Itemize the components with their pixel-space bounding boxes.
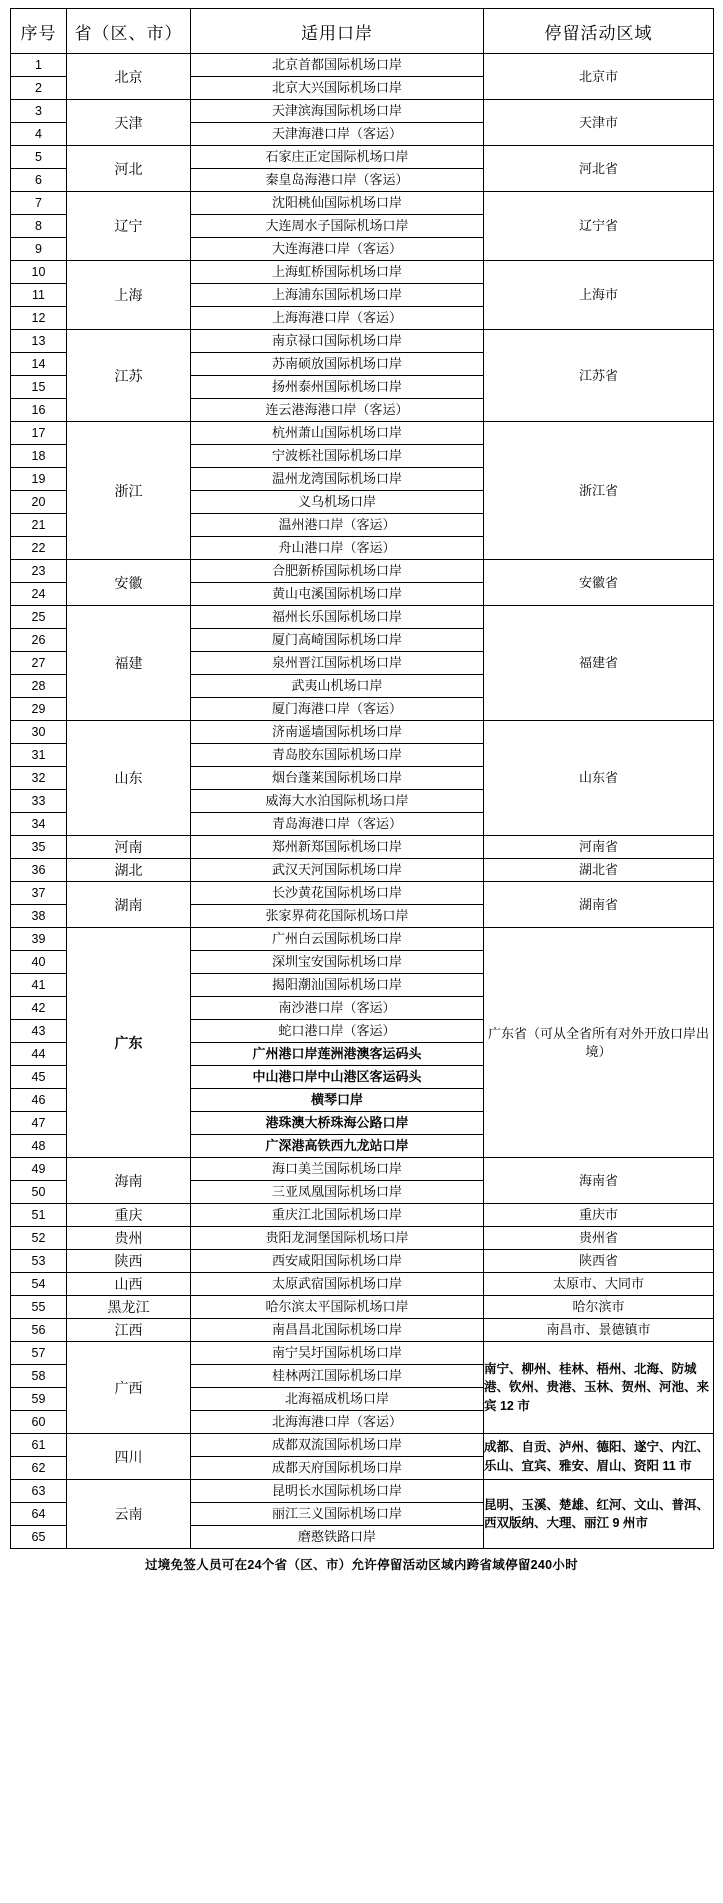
cell-area: 安徽省	[484, 560, 714, 606]
cell-port: 横琴口岸	[191, 1089, 484, 1112]
cell-port: 南宁吴圩国际机场口岸	[191, 1342, 484, 1365]
footnote: 过境免签人员可在24个省（区、市）允许停留活动区域内跨省域停留240小时	[144, 1558, 579, 1572]
cell-no: 24	[11, 583, 67, 606]
cell-port: 深圳宝安国际机场口岸	[191, 951, 484, 974]
cell-port: 丽江三义国际机场口岸	[191, 1503, 484, 1526]
cell-no: 23	[11, 560, 67, 583]
cell-province: 上海	[67, 261, 191, 330]
cell-port: 福州长乐国际机场口岸	[191, 606, 484, 629]
cell-no: 46	[11, 1089, 67, 1112]
cell-area: 辽宁省	[484, 192, 714, 261]
cell-area: 哈尔滨市	[484, 1296, 714, 1319]
cell-no: 51	[11, 1204, 67, 1227]
cell-port: 厦门高崎国际机场口岸	[191, 629, 484, 652]
cell-province: 山东	[67, 721, 191, 836]
table-row	[11, 192, 714, 215]
cell-no: 27	[11, 652, 67, 675]
cell-area: 上海市	[484, 261, 714, 330]
cell-no: 17	[11, 422, 67, 445]
cell-port: 厦门海港口岸（客运）	[191, 698, 484, 721]
cell-no: 49	[11, 1158, 67, 1181]
table-row	[11, 560, 714, 583]
cell-no: 18	[11, 445, 67, 468]
cell-no: 33	[11, 790, 67, 813]
cell-port: 温州港口岸（客运）	[191, 514, 484, 537]
cell-port: 苏南硕放国际机场口岸	[191, 353, 484, 376]
cell-no: 19	[11, 468, 67, 491]
cell-no: 45	[11, 1066, 67, 1089]
cell-port: 大连周水子国际机场口岸	[191, 215, 484, 238]
cell-no: 40	[11, 951, 67, 974]
cell-no: 52	[11, 1227, 67, 1250]
cell-no: 26	[11, 629, 67, 652]
cell-no: 39	[11, 928, 67, 951]
table-row	[11, 836, 714, 859]
cell-port: 上海浦东国际机场口岸	[191, 284, 484, 307]
cell-no: 42	[11, 997, 67, 1020]
cell-port: 北京首都国际机场口岸	[191, 54, 484, 77]
cell-province: 天津	[67, 100, 191, 146]
cell-province: 辽宁	[67, 192, 191, 261]
header-cell-area: 停留活动区域	[484, 9, 714, 54]
cell-no: 53	[11, 1250, 67, 1273]
cell-no: 64	[11, 1503, 67, 1526]
table-row	[11, 606, 714, 629]
cell-port: 宁波栎社国际机场口岸	[191, 445, 484, 468]
cell-port: 秦皇岛海港口岸（客运）	[191, 169, 484, 192]
cell-port: 哈尔滨太平国际机场口岸	[191, 1296, 484, 1319]
cell-no: 7	[11, 192, 67, 215]
cell-no: 30	[11, 721, 67, 744]
cell-port: 贵阳龙洞堡国际机场口岸	[191, 1227, 484, 1250]
table-row	[11, 330, 714, 353]
cell-area: 北京市	[484, 54, 714, 100]
cell-port: 张家界荷花国际机场口岸	[191, 905, 484, 928]
cell-no: 43	[11, 1020, 67, 1043]
table-row	[11, 261, 714, 284]
cell-area: 浙江省	[484, 422, 714, 560]
header-cell-no: 序号	[11, 9, 67, 54]
cell-port: 广深港高铁西九龙站口岸	[191, 1135, 484, 1158]
header-cell-port: 适用口岸	[191, 9, 484, 54]
cell-no: 13	[11, 330, 67, 353]
cell-province: 浙江	[67, 422, 191, 560]
cell-no: 35	[11, 836, 67, 859]
cell-no: 55	[11, 1296, 67, 1319]
cell-province: 黑龙江	[67, 1296, 191, 1319]
cell-no: 38	[11, 905, 67, 928]
cell-area: 成都、自贡、泸州、德阳、遂宁、内江、乐山、宜宾、雅安、眉山、资阳 11 市	[484, 1434, 714, 1480]
cell-no: 32	[11, 767, 67, 790]
cell-port: 海口美兰国际机场口岸	[191, 1158, 484, 1181]
cell-port: 杭州萧山国际机场口岸	[191, 422, 484, 445]
cell-province: 湖北	[67, 859, 191, 882]
cell-port: 济南遥墙国际机场口岸	[191, 721, 484, 744]
cell-province: 山西	[67, 1273, 191, 1296]
table-row	[11, 1227, 714, 1250]
cell-area: 湖南省	[484, 882, 714, 928]
cell-port: 大连海港口岸（客运）	[191, 238, 484, 261]
table-row	[11, 1480, 714, 1503]
cell-province: 四川	[67, 1434, 191, 1480]
cell-no: 36	[11, 859, 67, 882]
cell-no: 4	[11, 123, 67, 146]
cell-no: 28	[11, 675, 67, 698]
cell-port: 北海海港口岸（客运）	[191, 1411, 484, 1434]
cell-port: 烟台蓬莱国际机场口岸	[191, 767, 484, 790]
cell-port: 长沙黄花国际机场口岸	[191, 882, 484, 905]
cell-province: 重庆	[67, 1204, 191, 1227]
cell-port: 威海大水泊国际机场口岸	[191, 790, 484, 813]
cell-province: 江苏	[67, 330, 191, 422]
cell-port: 太原武宿国际机场口岸	[191, 1273, 484, 1296]
cell-no: 48	[11, 1135, 67, 1158]
cell-no: 58	[11, 1365, 67, 1388]
cell-no: 3	[11, 100, 67, 123]
cell-port: 沈阳桃仙国际机场口岸	[191, 192, 484, 215]
cell-no: 47	[11, 1112, 67, 1135]
table-row	[11, 146, 714, 169]
cell-port: 北海福成机场口岸	[191, 1388, 484, 1411]
table-row	[11, 882, 714, 905]
cell-no: 10	[11, 261, 67, 284]
cell-no: 8	[11, 215, 67, 238]
cell-province: 海南	[67, 1158, 191, 1204]
cell-no: 2	[11, 77, 67, 100]
cell-port: 桂林两江国际机场口岸	[191, 1365, 484, 1388]
table-body	[11, 9, 714, 1549]
cell-port: 泉州晋江国际机场口岸	[191, 652, 484, 675]
cell-no: 61	[11, 1434, 67, 1457]
table-row	[11, 100, 714, 123]
cell-province: 广东	[67, 928, 191, 1158]
header-cell-province: 省（区、市）	[67, 9, 191, 54]
cell-area: 海南省	[484, 1158, 714, 1204]
cell-area: 陕西省	[484, 1250, 714, 1273]
cell-port: 南昌昌北国际机场口岸	[191, 1319, 484, 1342]
cell-area: 太原市、大同市	[484, 1273, 714, 1296]
cell-port: 昆明长水国际机场口岸	[191, 1480, 484, 1503]
cell-no: 5	[11, 146, 67, 169]
cell-no: 54	[11, 1273, 67, 1296]
cell-port: 上海虹桥国际机场口岸	[191, 261, 484, 284]
cell-port: 温州龙湾国际机场口岸	[191, 468, 484, 491]
cell-port: 合肥新桥国际机场口岸	[191, 560, 484, 583]
cell-port: 广州港口岸莲洲港澳客运码头	[191, 1043, 484, 1066]
cell-area: 南昌市、景德镇市	[484, 1319, 714, 1342]
cell-no: 41	[11, 974, 67, 997]
cell-port: 西安咸阳国际机场口岸	[191, 1250, 484, 1273]
cell-port: 舟山港口岸（客运）	[191, 537, 484, 560]
table-row	[11, 422, 714, 445]
cell-no: 31	[11, 744, 67, 767]
cell-port: 天津滨海国际机场口岸	[191, 100, 484, 123]
cell-province: 河南	[67, 836, 191, 859]
table-row	[11, 1273, 714, 1296]
cell-no: 65	[11, 1526, 67, 1549]
cell-port: 上海海港口岸（客运）	[191, 307, 484, 330]
cell-port: 成都天府国际机场口岸	[191, 1457, 484, 1480]
cell-province: 福建	[67, 606, 191, 721]
cell-province: 北京	[67, 54, 191, 100]
cell-no: 60	[11, 1411, 67, 1434]
table-row	[11, 1296, 714, 1319]
cell-province: 云南	[67, 1480, 191, 1549]
cell-no: 20	[11, 491, 67, 514]
cell-area: 南宁、柳州、桂林、梧州、北海、防城港、钦州、贵港、玉林、贺州、河池、来宾 12 市	[484, 1342, 714, 1434]
cell-province: 陕西	[67, 1250, 191, 1273]
cell-area: 湖北省	[484, 859, 714, 882]
cell-no: 1	[11, 54, 67, 77]
cell-area: 昆明、玉溪、楚雄、红河、文山、普洱、西双版纳、大理、丽江 9 州市	[484, 1480, 714, 1549]
cell-area: 贵州省	[484, 1227, 714, 1250]
table-row	[11, 1434, 714, 1457]
cell-area: 广东省（可从全省所有对外开放口岸出境）	[484, 928, 714, 1158]
cell-no: 12	[11, 307, 67, 330]
cell-no: 25	[11, 606, 67, 629]
cell-port: 黄山屯溪国际机场口岸	[191, 583, 484, 606]
table-row	[11, 1158, 714, 1181]
cell-port: 扬州泰州国际机场口岸	[191, 376, 484, 399]
cell-no: 15	[11, 376, 67, 399]
table-row	[11, 1250, 714, 1273]
cell-no: 62	[11, 1457, 67, 1480]
cell-port: 石家庄正定国际机场口岸	[191, 146, 484, 169]
cell-area: 山东省	[484, 721, 714, 836]
table-row	[11, 928, 714, 951]
cell-port: 连云港海港口岸（客运）	[191, 399, 484, 422]
cell-port: 重庆江北国际机场口岸	[191, 1204, 484, 1227]
cell-area: 河南省	[484, 836, 714, 859]
cell-no: 59	[11, 1388, 67, 1411]
cell-no: 56	[11, 1319, 67, 1342]
cell-port: 天津海港口岸（客运）	[191, 123, 484, 146]
table-row	[11, 1342, 714, 1365]
cell-area: 福建省	[484, 606, 714, 721]
cell-port: 南沙港口岸（客运）	[191, 997, 484, 1020]
cell-port: 武汉天河国际机场口岸	[191, 859, 484, 882]
cell-province: 江西	[67, 1319, 191, 1342]
cell-no: 57	[11, 1342, 67, 1365]
cell-port: 揭阳潮汕国际机场口岸	[191, 974, 484, 997]
cell-area: 天津市	[484, 100, 714, 146]
cell-no: 9	[11, 238, 67, 261]
cell-no: 11	[11, 284, 67, 307]
cell-no: 16	[11, 399, 67, 422]
table-row	[11, 54, 714, 77]
cell-port: 南京禄口国际机场口岸	[191, 330, 484, 353]
cell-no: 34	[11, 813, 67, 836]
cell-no: 29	[11, 698, 67, 721]
cell-port: 青岛海港口岸（客运）	[191, 813, 484, 836]
cell-province: 湖南	[67, 882, 191, 928]
cell-area: 河北省	[484, 146, 714, 192]
cell-province: 贵州	[67, 1227, 191, 1250]
cell-port: 三亚凤凰国际机场口岸	[191, 1181, 484, 1204]
cell-area: 江苏省	[484, 330, 714, 422]
cell-no: 22	[11, 537, 67, 560]
table-header-row	[11, 9, 714, 54]
table-row	[11, 1319, 714, 1342]
cell-no: 6	[11, 169, 67, 192]
ports-table	[10, 8, 714, 1549]
cell-port: 中山港口岸中山港区客运码头	[191, 1066, 484, 1089]
cell-province: 安徽	[67, 560, 191, 606]
cell-province: 广西	[67, 1342, 191, 1434]
cell-no: 37	[11, 882, 67, 905]
table-row	[11, 859, 714, 882]
cell-port: 郑州新郑国际机场口岸	[191, 836, 484, 859]
cell-port: 义乌机场口岸	[191, 491, 484, 514]
cell-no: 44	[11, 1043, 67, 1066]
cell-port: 港珠澳大桥珠海公路口岸	[191, 1112, 484, 1135]
table-row	[11, 1204, 714, 1227]
cell-no: 63	[11, 1480, 67, 1503]
cell-no: 14	[11, 353, 67, 376]
cell-area: 重庆市	[484, 1204, 714, 1227]
cell-port: 北京大兴国际机场口岸	[191, 77, 484, 100]
cell-port: 广州白云国际机场口岸	[191, 928, 484, 951]
cell-port: 蛇口港口岸（客运）	[191, 1020, 484, 1043]
cell-province: 河北	[67, 146, 191, 192]
cell-no: 50	[11, 1181, 67, 1204]
cell-port: 磨憨铁路口岸	[191, 1526, 484, 1549]
table-row	[11, 721, 714, 744]
cell-port: 成都双流国际机场口岸	[191, 1434, 484, 1457]
cell-port: 武夷山机场口岸	[191, 675, 484, 698]
cell-no: 21	[11, 514, 67, 537]
cell-port: 青岛胶东国际机场口岸	[191, 744, 484, 767]
